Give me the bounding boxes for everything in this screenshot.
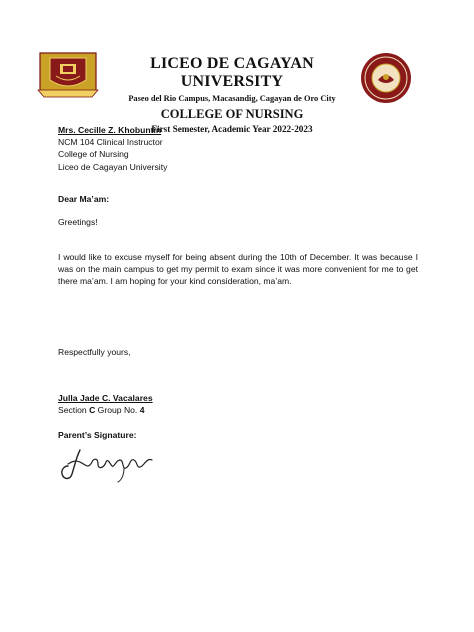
university-name: LICEO DE CAGAYAN UNIVERSITY (150, 55, 314, 90)
sender-block (58, 392, 153, 416)
recipient-name: Mrs. Cecille Z. Khobuntin (58, 125, 162, 135)
recipient-block (58, 124, 167, 173)
group-label: Group No. (95, 405, 140, 416)
salutation: Dear Ma’am: (58, 194, 110, 204)
greeting: Greetings! (58, 217, 98, 227)
recipient-department: College of Nursing (58, 149, 129, 160)
closing: Respectfully yours, (58, 347, 131, 357)
section-value: C (89, 405, 96, 416)
semester-line: First Semester, Academic Year 2022-2023 (151, 124, 313, 134)
letterhead (100, 55, 364, 135)
college-name: COLLEGE OF NURSING (160, 107, 304, 121)
parent-signature-image (58, 444, 158, 484)
university-crest-logo (36, 50, 100, 100)
letter-body: I would like to excuse myself for being absent during the 10th of December. It was because I was on the main campus to get my permit to exam since it was more convenient for me to get there ma’am. I am hoping for your kind consideration, ma’am. (58, 252, 418, 287)
university-address: Paseo del Rio Campus, Macasandig, Cagayan de Oro City (128, 94, 336, 103)
group-value: 4 (139, 405, 145, 416)
recipient-title: NCM 104 Clinical Instructor (58, 137, 163, 148)
sender-name: Julla Jade C. Vacalares (58, 393, 153, 403)
college-seal-logo (360, 52, 412, 104)
signature-label: Parent’s Signature: (58, 430, 137, 440)
recipient-institution: Liceo de Cagayan University (58, 161, 168, 172)
section-prefix: Section (58, 405, 90, 416)
sender-section-line (58, 404, 153, 416)
